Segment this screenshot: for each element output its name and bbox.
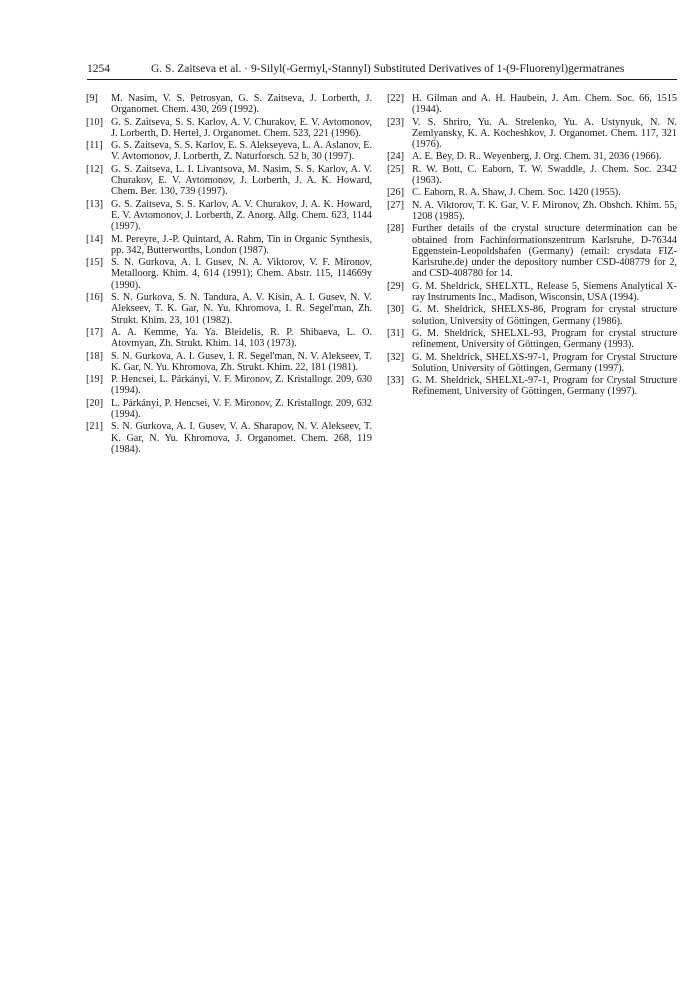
- reference-number: [22]: [387, 93, 404, 104]
- references-right-column: [387, 93, 677, 399]
- reference-item: [387, 117, 677, 151]
- reference-number: [28]: [387, 223, 404, 235]
- reference-item: [86, 234, 372, 257]
- reference-number: [24]: [387, 151, 404, 163]
- reference-text: G. M. Sheldrick, SHELXS-97-1, Program for Crystal Structure Solution, University of Göttingen, Germany (1997).: [412, 351, 677, 374]
- reference-text: M. Pereyre, J.-P. Quintard, A. Rahm, Tin in Organic Synthesis, pp. 342, Butterworths, London (1987).: [111, 233, 372, 256]
- reference-text: N. A. Viktorov, T. K. Gar, V. F. Mironov, Zh. Obshch. Khim. 55, 1208 (1985).: [412, 199, 677, 222]
- reference-number: [19]: [86, 374, 103, 386]
- reference-number: [32]: [387, 351, 404, 363]
- reference-number: [20]: [86, 397, 103, 409]
- reference-item: [86, 374, 372, 397]
- reference-text: G. M. Sheldrick, SHELXL-97-1, Program for Crystal Structure Refinement, University of Göttingen, Germany (1997).: [412, 375, 677, 398]
- reference-item: [387, 164, 677, 187]
- reference-number: [14]: [86, 233, 103, 245]
- reference-item: [387, 281, 677, 304]
- reference-text: C. Eaborn, R. A. Shaw, J. Chem. Soc. 1420 (1955).: [412, 187, 621, 199]
- reference-item: [86, 164, 372, 198]
- reference-number: [33]: [387, 375, 404, 387]
- reference-item: [86, 398, 372, 421]
- reference-text: H. Gilman and A. H. Haubein, J. Am. Chem. Soc. 66, 1515 (1944).: [412, 93, 677, 116]
- reference-number: [23]: [387, 116, 404, 128]
- reference-number: [29]: [387, 280, 404, 292]
- reference-number: [26]: [387, 187, 404, 199]
- reference-text: G. M. Sheldrick, SHELXL-93, Program for crystal structure refinement, University of Göttingen, Germany (1993).: [412, 327, 677, 351]
- reference-text: M. Nasim, V. S. Petrosyan, G. S. Zaitseva, J. Lorberth, J. Organomet. Chem. 430, 269 (1992).: [111, 93, 372, 116]
- reference-text: S. N. Gurkova, A. I. Gusev, I. R. Segel'man, N. V. Alekseev, T. K. Gar, N. Yu. Khromova, Zh. Strukt. Khim. 22, 181 (1981).: [111, 350, 372, 373]
- reference-number: [21]: [86, 421, 103, 433]
- reference-item: [387, 375, 677, 398]
- reference-text: G. M. Sheldrick, SHELXTL, Release 5, Siemens Analytical X-ray Instruments Inc., Madison, Wisconsin, USA (1994).: [412, 280, 677, 304]
- reference-item: [387, 304, 677, 327]
- reference-text: G. S. Zaitseva, S. S. Karlov, A. V. Churakov, J. A. K. Howard, E. V. Avtomonov, J. Lorberth, Z. Anorg. Allg. Chem. 623, 1144 (1997).: [111, 198, 372, 233]
- reference-item: [387, 352, 677, 375]
- reference-text: G. S. Zaitseva, S. S. Karlov, A. V. Churakov, E. V. Avtomonov, J. Lorberth, D. Hertel, J. Organomet. Chem. 523, 221 (1996).: [111, 116, 372, 139]
- running-head: G. S. Zaitseva et al. · 9-Silyl(-Germyl,-Stannyl) Substituted Derivatives of 1-(9-Fluorenyl)germatranes: [151, 63, 625, 75]
- reference-item: [387, 200, 677, 223]
- reference-text: G. S. Zaitseva, S. S. Karlov, E. S. Alekseyeva, L. A. Aslanov, E. V. Avtomonov, J. Lorberth, Z. Naturforsch. 52 b, 30 (1997).: [111, 140, 372, 163]
- reference-text: V. S. Shriro, Yu. A. Strelenko, Yu. A. Ustynyuk, N. N. Zemlyansky, K. A. Kocheshkov, J. Organomet. Chem. 117, 321 (1976).: [412, 116, 677, 151]
- reference-number: [30]: [387, 304, 404, 316]
- reference-number: [25]: [387, 163, 404, 175]
- reference-number: [18]: [86, 350, 103, 362]
- reference-text: S. N. Gurkova, A. I. Gusev, V. A. Sharapov, N. V. Alekseev, T. K. Gar, N. Yu. Khromova, J. Organomet. Chem. 268, 119 (1984).: [111, 421, 372, 455]
- reference-item: [86, 140, 372, 163]
- reference-text: G. M. Sheldrick, SHELXS-86, Program for crystal structure solution, University of Göttingen, Germany (1986).: [412, 304, 677, 327]
- reference-number: [16]: [86, 292, 103, 304]
- reference-item: [86, 351, 372, 374]
- reference-number: [27]: [387, 199, 404, 211]
- reference-item: [86, 327, 372, 350]
- reference-item: [86, 421, 372, 455]
- header-rule: [87, 79, 677, 80]
- reference-text: R. W. Bott, C. Eaborn, T. W. Swaddle, J. Chem. Soc. 2342 (1963).: [412, 163, 677, 187]
- reference-text: P. Hencsei, L. Párkányi, V. F. Mironov, Z. Kristallogr. 209, 630 (1994).: [111, 374, 372, 397]
- reference-text: L. Párkányi, P. Hencsei, V. F. Mironov, Z. Kristallogr. 209, 632 (1994).: [111, 397, 372, 421]
- reference-number: [31]: [387, 327, 404, 339]
- reference-item: [86, 292, 372, 326]
- reference-item: [387, 151, 677, 162]
- reference-number: [17]: [86, 326, 103, 338]
- references-left-column: [86, 93, 372, 456]
- reference-number: [11]: [86, 140, 103, 152]
- reference-number: [13]: [86, 198, 103, 210]
- reference-item: [387, 187, 677, 198]
- reference-number: [10]: [86, 116, 103, 128]
- reference-text: S. N. Gurkova, A. I. Gusev, N. A. Viktorov, V. F. Mironov, Metalloorg. Khim. 4, 614 (1991); Chem. Abstr. 115, 114669y (1990).: [111, 257, 372, 291]
- reference-number: [9]: [86, 93, 98, 104]
- reference-item: [387, 223, 677, 279]
- reference-text: S. N. Gurkova, S. N. Tandura, A. V. Kisin, A. I. Gusev, N. V. Alekseev, T. K. Gar, N. Yu. Khromova, I. R. Segel'man, Zh. Strukt. Khim. 23, 101 (1982).: [111, 292, 372, 326]
- page-header: [87, 60, 677, 78]
- reference-item: [86, 257, 372, 291]
- reference-number: [15]: [86, 257, 103, 269]
- page-number: 1254: [87, 63, 110, 75]
- reference-item: [86, 199, 372, 233]
- reference-text: Further details of the crystal structure determination can be obtained from Fachinformationszentrum Karlsruhe, D-76344 Eggenstein-Leopoldshafen (Germany) (email: crysdata FIZ-Karlsruhe.de) under the depository number CSD-408779 for 2, and CSD-408780 for 14.: [412, 223, 677, 280]
- reference-item: [86, 93, 372, 116]
- reference-number: [12]: [86, 163, 103, 175]
- reference-item: [387, 328, 677, 351]
- reference-text: A. E. Bey, D. R.. Weyenberg, J. Org. Chem. 31, 2036 (1966).: [412, 151, 662, 163]
- reference-item: [86, 117, 372, 140]
- reference-item: [387, 93, 677, 116]
- reference-text: G. S. Zaitseva, L. I. Livantsova, M. Nasim, S. S. Karlov, A. V. Churakov, E. V. Avtomonov, J. Lorberth, J. A. K. Howard, Chem. Ber. 130, 739 (1997).: [111, 163, 372, 198]
- reference-text: A. A. Kemme, Ya. Ya. Bleidelis, R. P. Shibaeva, L. O. Atovmyan, Zh. Strukt. Khim. 14, 103 (1973).: [111, 326, 372, 350]
